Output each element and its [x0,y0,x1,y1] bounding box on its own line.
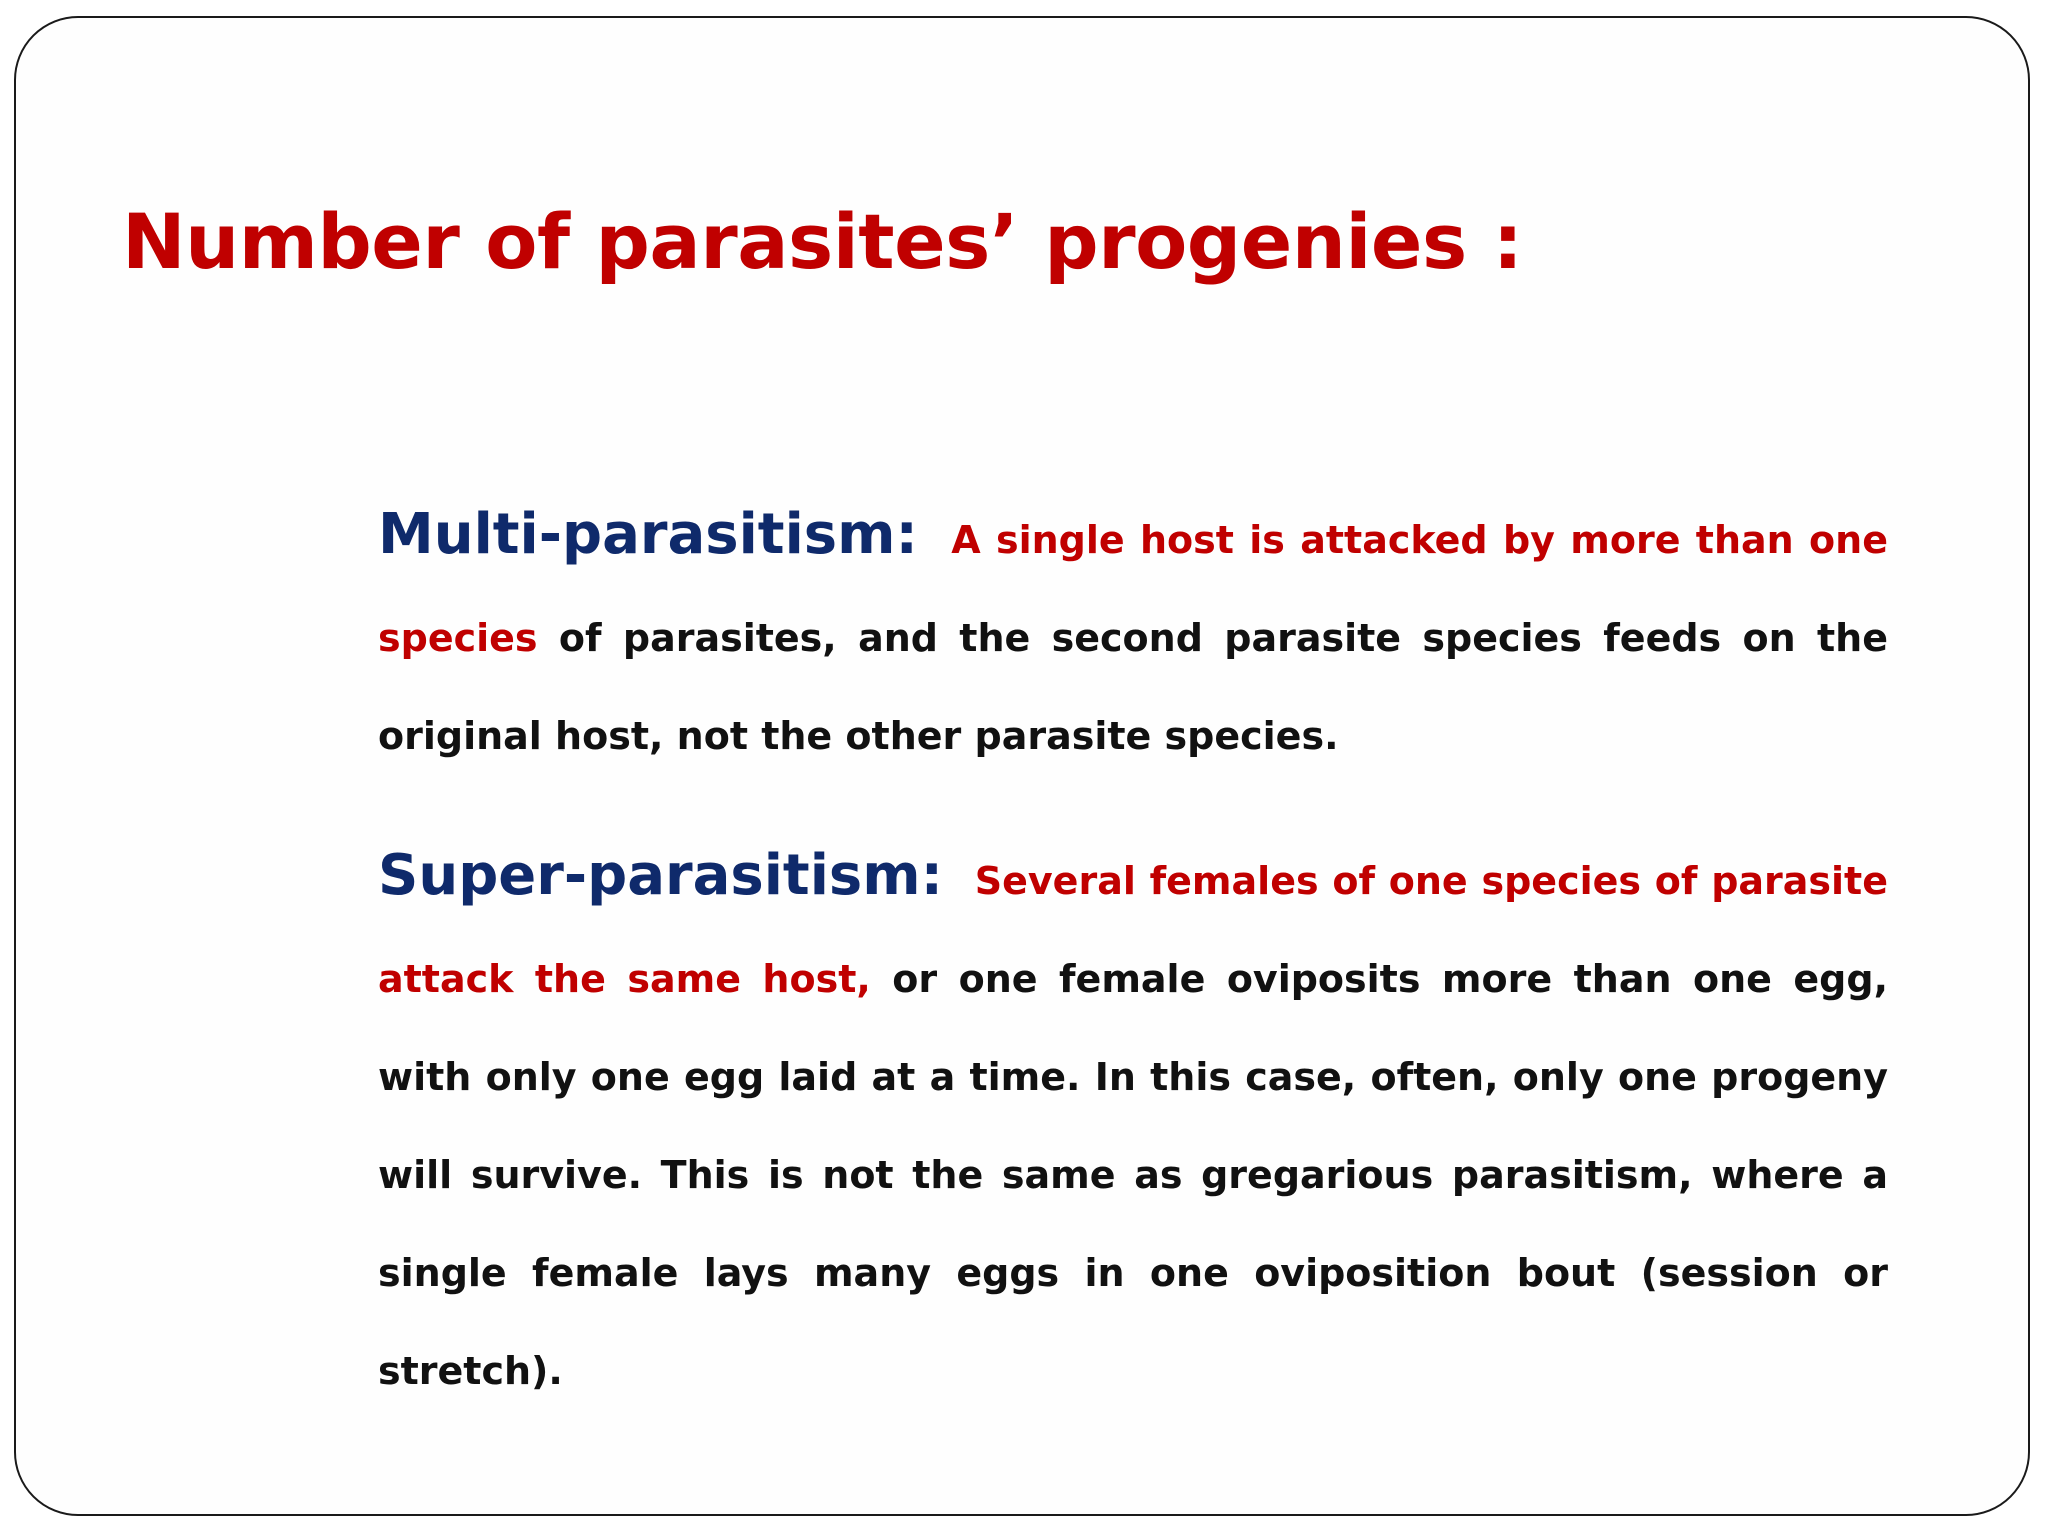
highlight-multi-parasitism: A single host is attacked by more than one species [378,518,1888,660]
highlight-super-parasitism: Several females of one species of parasite attack the same host, [378,859,1888,1001]
text-super-parasitism: or one female oviposits more than one egg, with only one egg laid at a time. In this case, often, only one progeny will survive. This is not the same as gregarious parasitism, where a single female lays many eggs in one oviposition bout (session or stretch). [378,957,1888,1393]
slide-frame [14,16,2030,1516]
text-multi-parasitism: of parasites, and the second parasite species feeds on the original host, not the other parasite species. [378,616,1888,758]
slide-title: Number of parasites’ progenies : [122,197,1523,286]
paragraph-super-parasitism [378,827,1888,1420]
paragraph-multi-parasitism [378,486,1888,785]
term-super-parasitism: Super-parasitism: [378,843,943,908]
term-multi-parasitism: Multi-parasitism: [378,502,918,567]
slide-body [378,486,1888,1462]
